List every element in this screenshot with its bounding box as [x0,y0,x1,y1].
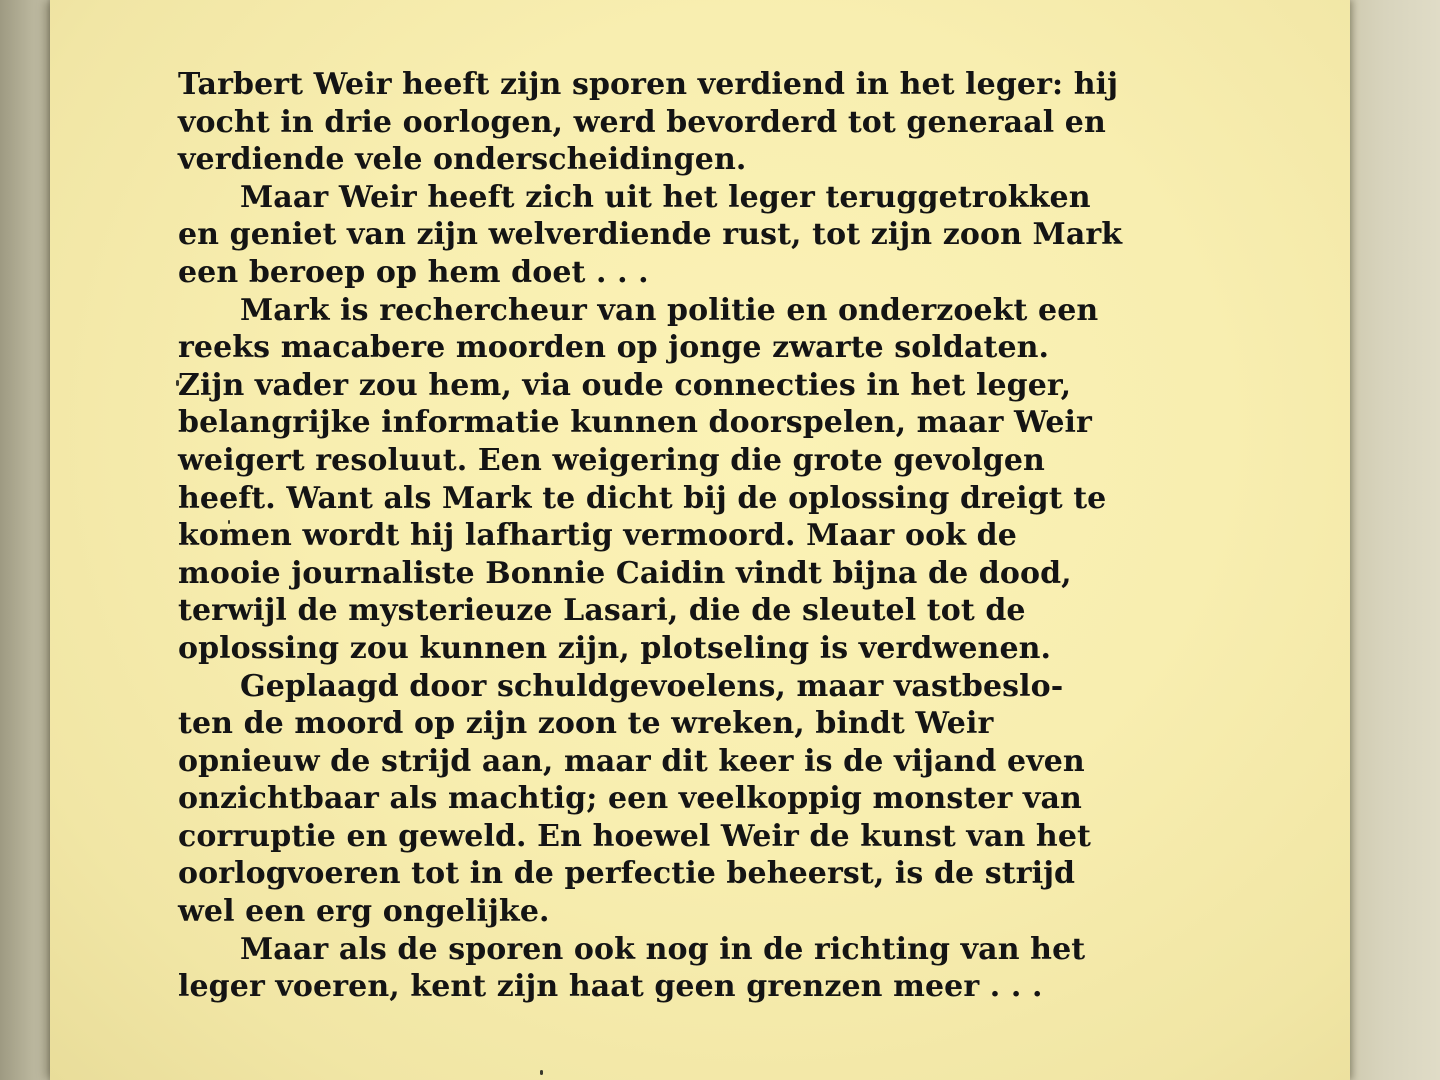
blurb-line: een beroep op hem doet . . . [178,254,649,290]
blurb-line: mooie journaliste Bonnie Caidin vindt bijna de dood, [178,555,1072,591]
blurb-line: leger voeren, kent zijn haat geen grenzen meer . . . [178,969,1043,1005]
blurb-line: reeks macabere moorden op jonge zwarte soldaten. [178,330,1050,366]
blurb-line: opnieuw de strijd aan, maar dit keer is de vijand even [178,743,1085,779]
blurb-line: komen wordt hij lafhartig vermoord. Maar ook de [178,518,1017,554]
blurb-line: Geplaagd door schuldgevoelens, maar vastbeslo- [240,668,1064,704]
blurb-line: Maar als de sporen ook nog in de richting van het [240,931,1086,967]
background-surface [1348,0,1440,1080]
blurb-line: verdiende vele onderscheidingen. [178,142,747,178]
blurb-line: wel een erg ongelijke. [178,894,550,930]
blurb-text [178,66,1123,1006]
blurb-line: weigert resoluut. Een weigering die grote gevolgen [178,442,1045,478]
dust-speck [540,1070,543,1075]
blurb-line: oplossing zou kunnen zijn, plotseling is verdwenen. [178,630,1052,666]
blurb-line: Maar Weir heeft zich uit het leger teruggetrokken [240,179,1091,215]
blurb-line: ten de moord op zijn zoon te wreken, bindt Weir [178,706,994,742]
blurb-line: onzichtbaar als machtig; een veelkoppig monster van [178,781,1082,817]
blurb-line: terwijl de mysterieuze Lasari, die de sleutel tot de [178,593,1026,629]
blurb-line: Mark is rechercheur van politie en onderzoekt een [240,292,1099,328]
blurb-line: belangrijke informatie kunnen doorspelen, maar Weir [178,405,1092,441]
blurb-line: vocht in drie oorlogen, werd bevorderd tot generaal en [178,104,1106,140]
blurb-line: heeft. Want als Mark te dicht bij de oplossing dreigt te [178,480,1107,516]
blurb-line: Zijn vader zou hem, via oude connecties in het leger, [178,367,1072,403]
blurb-line: corruptie en geweld. En hoewel Weir de kunst van het [178,818,1091,854]
blurb-line: oorlogvoeren tot in de perfectie beheerst, is de strijd [178,856,1076,892]
blurb-line: Tarbert Weir heeft zijn sporen verdiend in het leger: hij [178,67,1119,102]
blurb-line: en geniet van zijn welverdiende rust, tot zijn zoon Mark [178,217,1123,253]
